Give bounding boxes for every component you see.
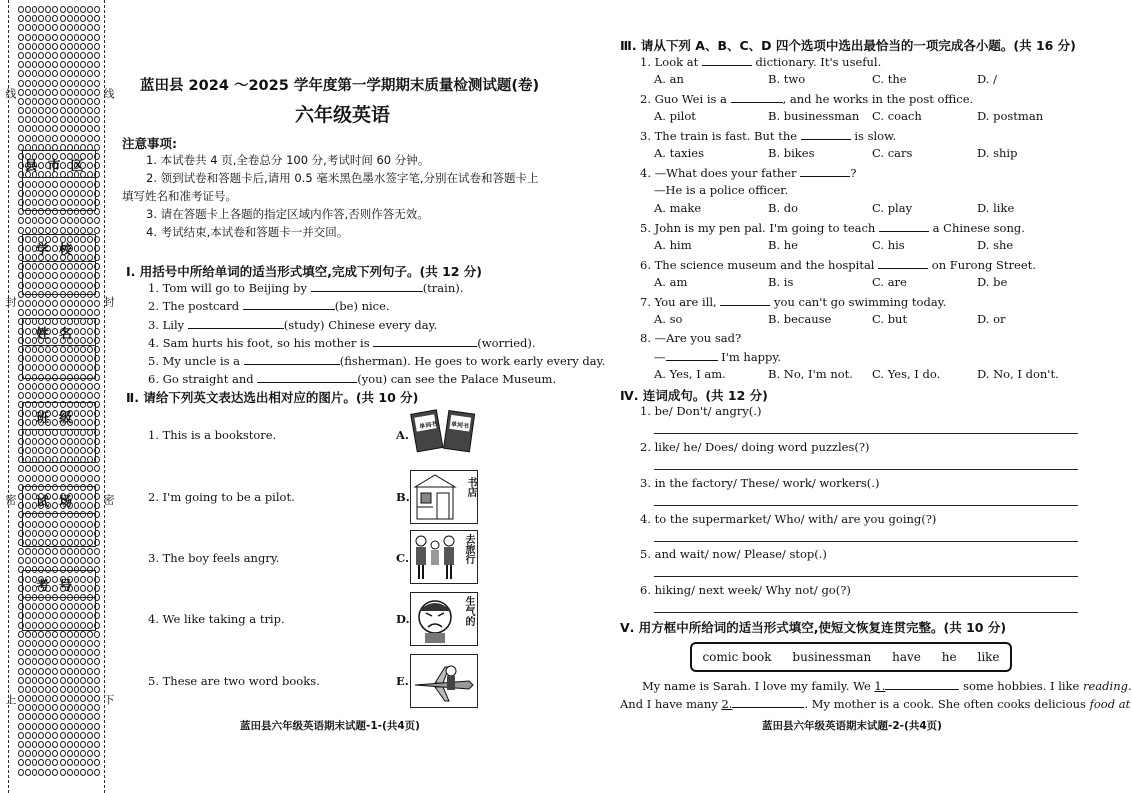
s3-option-a[interactable]: A. taxies [654,146,704,160]
section2-heading: Ⅱ. 请给下列英文表达选出相对应的图片。(共 10 分) [126,390,419,405]
field-county[interactable]: 县市区 [22,150,96,211]
word-book-label: 单词书 [450,420,470,431]
option-letter: B. [396,490,410,504]
s4-answer-line[interactable] [654,612,1078,613]
word-option: have [892,650,921,664]
trip-label: 去旅行 [463,534,474,564]
s3-option-a[interactable]: A. an [654,72,684,86]
s1-question: 1. Tom will go to Beijing by (train). [148,281,464,295]
picture-word-books[interactable] [410,406,478,458]
s4-item: 2. like/ he/ Does/ doing word puzzles(?) [640,440,870,454]
s3-option-c[interactable]: C. the [872,72,907,86]
s3-question-line2: —He is a police officer. [654,183,789,197]
angry-label: 生气的 [463,596,474,626]
s1-question: 3. Lily (study) Chinese every day. [148,318,438,332]
notes-heading: 注意事项: [122,136,177,151]
binding-mark-feng-2: 封 [102,296,115,307]
binding-mark-feng: 封 [4,296,17,307]
binding-line-inner [104,0,105,793]
option-letter: E. [396,674,409,688]
s3-option-c[interactable]: C. but [872,312,908,326]
field-exam-room[interactable]: 试场 [22,486,96,547]
s3-option-d[interactable]: D. / [977,72,997,86]
section5-heading: Ⅴ. 用方框中所给词的适当形式填空,使短文恢复连贯完整。(共 10 分) [620,620,1007,635]
passage-line: My name is Sarah. I love my family. We 1. some hobbies. I like reading. [642,679,1132,693]
section4-heading: Ⅳ. 连词成句。(共 12 分) [620,388,768,403]
s3-option-c[interactable]: C. Yes, I do. [872,367,941,381]
s3-blank[interactable] [800,165,850,177]
s4-item: 5. and wait/ now/ Please/ stop(.) [640,547,827,561]
page-subtitle: 六年级英语 [295,104,391,126]
picture-pilot[interactable] [410,654,478,708]
s3-option-b[interactable]: B. No, I'm not. [768,367,853,381]
option-letter: D. [396,612,410,626]
s3-question: 3. The train is fast. But the is slow. [640,129,897,143]
s2-item: 2. I'm going to be a pilot. [148,490,295,504]
pilot-plane-icon [411,655,477,707]
s3-question: 4. —What does your father ? [640,166,857,180]
s4-answer-line[interactable] [654,433,1078,434]
word-option: businessman [792,650,872,664]
binding-strip [0,0,115,793]
s2-item: 3. The boy feels angry. [148,551,280,565]
s3-option-a[interactable]: A. am [654,275,688,289]
s3-option-d[interactable]: D. ship [977,146,1018,160]
picture-bookstore[interactable] [410,470,478,524]
s3-option-b[interactable]: B. he [768,238,798,252]
s1-question: 6. Go straight and (you) can see the Palace Museum. [148,372,557,386]
picture-angry-boy[interactable] [410,592,478,646]
s1-blank[interactable] [311,280,423,292]
note-item: 填写姓名和准考证号。 [122,189,237,203]
s3-option-b[interactable]: B. is [768,275,794,289]
s3-option-d[interactable]: D. or [977,312,1006,326]
s3-option-a[interactable]: A. him [654,238,692,252]
s1-blank[interactable] [257,371,357,383]
s3-blank[interactable] [666,349,718,361]
s1-question: 4. Sam hurts his foot, so his mother is (worried). [148,336,536,350]
note-item: 2. 领到试卷和答题卡后,请用 0.5 毫米黑色墨水签字笔,分别在试卷和答题卡上 [146,171,539,185]
footer-page-2: 蓝田县六年级英语期末试题-2-(共4页) [762,720,942,732]
word-option: comic book [702,650,772,664]
s3-option-a[interactable]: A. pilot [654,109,696,123]
s3-blank[interactable] [878,257,928,269]
s1-blank[interactable] [244,353,340,365]
s3-blank[interactable] [801,128,851,140]
dot-column-right [60,6,100,786]
word-box [690,642,1012,672]
s3-option-c[interactable]: C. coach [872,109,922,123]
s3-option-b[interactable]: B. bikes [768,146,815,160]
dot-column-left [18,6,58,786]
passage-line: And I have many 2. . My mother is a cook. She often cooks delicious food at [620,697,1131,711]
s1-blank[interactable] [373,335,477,347]
section3-heading: Ⅲ. 请从下列 A、B、C、D 四个选项中选出最恰当的一项完成各小题。(共 16 分) [620,38,1076,53]
s1-question: 2. The postcard (be) nice. [148,299,390,313]
passage-blank-1[interactable] [885,678,959,690]
section1-heading: Ⅰ. 用括号中所给单词的适当形式填空,完成下列句子。(共 12 分) [126,264,483,279]
word-option: he [941,650,957,664]
s4-answer-line[interactable] [654,576,1078,577]
s3-option-d[interactable]: D. No, I don't. [977,367,1059,381]
s3-option-a[interactable]: A. Yes, I am. [654,367,726,381]
binding-mark-mi: 密 [4,494,17,505]
s3-option-d[interactable]: D. she [977,238,1014,252]
s3-question: 2. Guo Wei is a , and he works in the post office. [640,92,974,106]
s3-option-d[interactable]: D. be [977,275,1008,289]
s4-item: 1. be/ Don't/ angry(.) [640,404,762,418]
field-exam-number[interactable]: 考号 [22,570,96,631]
word-option: like [977,650,1000,664]
s3-blank[interactable] [731,91,783,103]
binding-line-outer [8,0,9,793]
s4-answer-line[interactable] [654,469,1078,470]
s2-item: 1. This is a bookstore. [148,428,277,442]
s3-option-c[interactable]: C. his [872,238,905,252]
s4-item: 4. to the supermarket/ Who/ with/ are you going(?) [640,512,937,526]
s3-blank[interactable] [702,54,752,66]
s3-blank[interactable] [720,294,770,306]
s3-question: 6. The science museum and the hospital on Furong Street. [640,258,1036,272]
s4-item: 3. in the factory/ These/ work/ workers(.) [640,476,880,490]
option-letter: A. [396,428,409,442]
s3-question: 1. Look at dictionary. It's useful. [640,55,882,69]
option-letter: C. [396,551,409,565]
passage-blank-2[interactable] [732,696,804,708]
note-item: 3. 请在答题卡上各题的指定区域内作答,否则作答无效。 [146,207,429,221]
field-school[interactable]: 学校 [22,234,96,295]
footer-page-1: 蓝田县六年级英语期末试题-1-(共4页) [240,720,420,732]
s3-option-a[interactable]: A. so [654,312,683,326]
note-item: 1. 本试卷共 4 页,全卷总分 100 分,考试时间 60 分钟。 [146,153,430,167]
binding-mark-shang: 上 [4,694,17,705]
s2-item: 5. These are two word books. [148,674,320,688]
field-class[interactable]: 班级 [22,402,96,463]
s3-option-b[interactable]: B. two [768,72,806,86]
s4-answer-line[interactable] [654,505,1078,506]
s3-question: 8. —Are you sad? [640,331,742,345]
s3-option-d[interactable]: D. postman [977,109,1044,123]
s3-option-d[interactable]: D. like [977,201,1015,215]
field-name[interactable]: 姓名 [22,318,96,379]
picture-trip[interactable] [410,530,478,584]
s3-blank[interactable] [879,220,929,232]
s3-question: 7. You are ill, you can't go swimming today. [640,295,947,309]
binding-mark-xian-2: 线 [102,88,115,99]
s3-question-line2: — I'm happy. [654,350,782,364]
binding-mark-mi-2: 密 [102,494,115,505]
s3-question: 5. John is my pen pal. I'm going to teach a Chinese song. [640,221,1025,235]
word-book-label: 单词书 [418,420,438,431]
s4-item: 6. hiking/ next week/ Why not/ go(?) [640,583,851,597]
s4-answer-line[interactable] [654,541,1078,542]
binding-mark-xia: 下 [102,694,115,705]
books-icon [410,406,478,458]
binding-mark-xian: 线 [4,88,17,99]
s3-option-a[interactable]: A. make [654,201,702,215]
page-title: 蓝田县 2024 ～2025 学年度第一学期期末质量检测试题(卷) [140,78,540,94]
s2-item: 4. We like taking a trip. [148,612,285,626]
s1-blank[interactable] [243,298,335,310]
s3-option-b[interactable]: B. do [768,201,799,215]
s3-option-b[interactable]: B. businessman [768,109,860,123]
note-item: 4. 考试结束,本试卷和答题卡一并交回。 [146,225,349,239]
s3-option-c[interactable]: C. cars [872,146,913,160]
s3-option-b[interactable]: B. because [768,312,832,326]
s3-option-c[interactable]: C. play [872,201,913,215]
s1-blank[interactable] [188,317,284,329]
s1-question: 5. My uncle is a (fisherman). He goes to work early every day. [148,354,606,368]
bookstore-label: 书店 [465,477,476,497]
s3-option-c[interactable]: C. are [872,275,907,289]
